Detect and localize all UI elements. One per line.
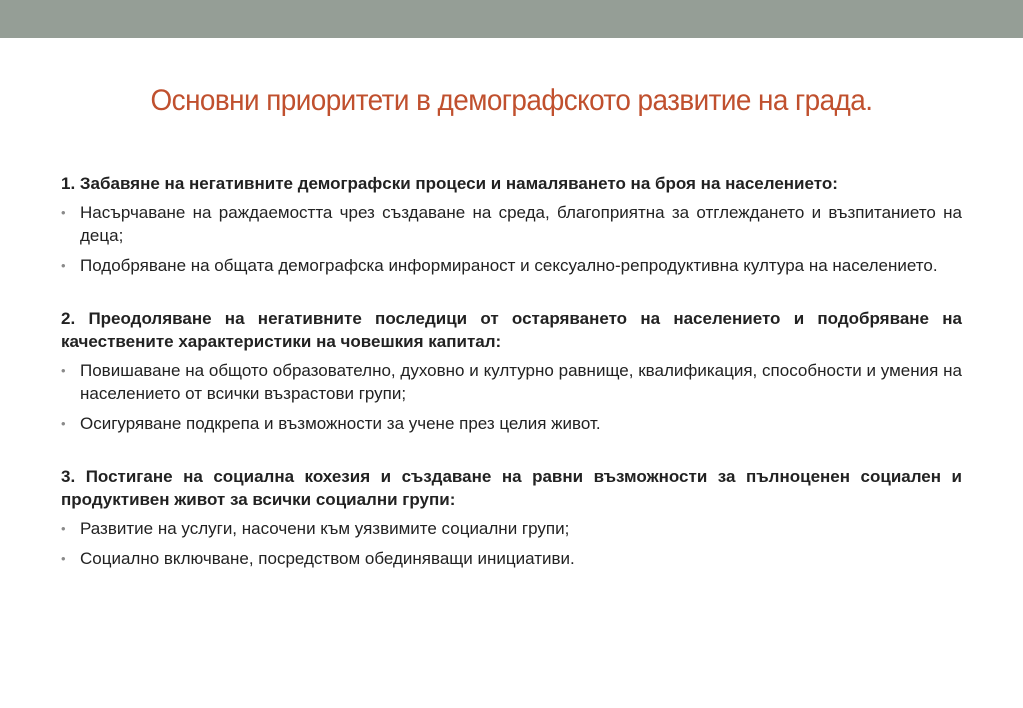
bullet-text: Социално включване, посредством обединяващи инициативи. xyxy=(80,549,575,568)
slide-content xyxy=(61,172,962,600)
slide-title: Основни приоритети в демографското развитие на града. xyxy=(150,84,873,117)
bullet-icon: • xyxy=(61,416,66,431)
bullet-icon: • xyxy=(61,521,66,536)
section-heading: 2. Преодоляване на негативните последици от остаряването на населението и подобряване на качествените характеристики на човешкия капитал: xyxy=(61,309,962,351)
bullet-icon: • xyxy=(61,205,66,220)
bullet-text: Развитие на услуги, насочени към уязвимите социални групи; xyxy=(80,519,570,538)
bullet-icon: • xyxy=(61,258,66,273)
section-1 xyxy=(61,172,962,277)
bullet-list xyxy=(61,359,962,435)
bullet-icon: • xyxy=(61,551,66,566)
bullet-item xyxy=(61,547,962,570)
bullet-text: Осигуряване подкрепа и възможности за учене през целия живот. xyxy=(80,414,601,433)
bullet-icon: • xyxy=(61,363,66,378)
bullet-list xyxy=(61,517,962,570)
section-heading: 3. Постигане на социална кохезия и създаване на равни възможности за пълноценен социален и продуктивен живот за всички социални групи: xyxy=(61,467,962,509)
bullet-item xyxy=(61,201,962,247)
bullet-text: Повишаване на общото образователно, духовно и културно равнище, квалификация, способности и умения на населението от всички възрастови групи; xyxy=(80,361,962,403)
top-bar xyxy=(0,0,1023,38)
bullet-item xyxy=(61,517,962,540)
section-3 xyxy=(61,465,962,570)
bullet-text: Насърчаване на раждаемостта чрез създаване на среда, благоприятна за отглеждането и възпитанието на деца; xyxy=(80,203,962,245)
bullet-list xyxy=(61,201,962,277)
bullet-text: Подобряване на общата демографска информираност и сексуално-репродуктивна култура на населението. xyxy=(80,256,938,275)
bullet-item xyxy=(61,412,962,435)
section-2 xyxy=(61,307,962,435)
bullet-item xyxy=(61,359,962,405)
section-heading: 1. Забавяне на негативните демографски процеси и намаляването на броя на населението: xyxy=(61,174,838,193)
bullet-item xyxy=(61,254,962,277)
